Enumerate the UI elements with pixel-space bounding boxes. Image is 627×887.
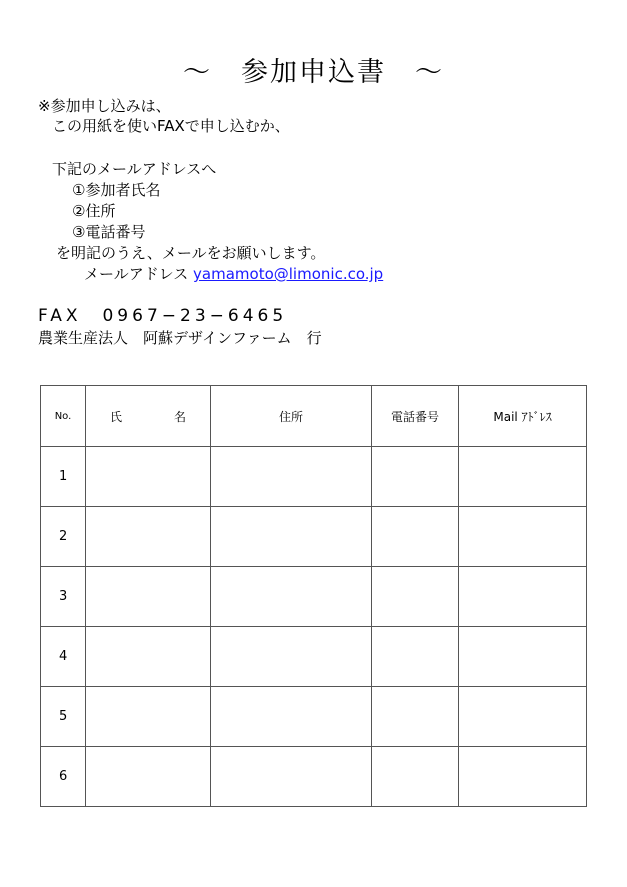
- email-row: [84, 265, 383, 284]
- name-cell[interactable]: [86, 687, 211, 747]
- row-number: 6: [41, 747, 86, 807]
- address-cell[interactable]: [211, 627, 372, 687]
- table-row: [41, 627, 587, 687]
- row-number: 2: [41, 507, 86, 567]
- header-name-a: 氏: [110, 409, 123, 424]
- address-cell[interactable]: [211, 507, 372, 567]
- mail-cell[interactable]: [459, 447, 587, 507]
- phone-cell[interactable]: [372, 747, 459, 807]
- note-line-1: ※参加申し込みは、: [38, 97, 171, 115]
- phone-cell[interactable]: [372, 567, 459, 627]
- phone-cell[interactable]: [372, 447, 459, 507]
- table-header-row: [41, 386, 587, 447]
- row-number: 3: [41, 567, 86, 627]
- address-cell[interactable]: [211, 567, 372, 627]
- phone-cell[interactable]: [372, 627, 459, 687]
- name-cell[interactable]: [86, 507, 211, 567]
- row-number: 5: [41, 687, 86, 747]
- header-name: [86, 386, 211, 447]
- row-number: 1: [41, 447, 86, 507]
- list-item-address: ②住所: [72, 202, 116, 220]
- name-cell[interactable]: [86, 567, 211, 627]
- application-table: [40, 385, 587, 807]
- mail-cell[interactable]: [459, 627, 587, 687]
- header-mail: Mail ｱﾄﾞﾚｽ: [459, 386, 587, 447]
- name-cell[interactable]: [86, 447, 211, 507]
- fax-number: FAX 0967−23−6465: [38, 306, 288, 326]
- name-cell[interactable]: [86, 747, 211, 807]
- email-label: メールアドレス: [84, 265, 189, 283]
- mail-cell[interactable]: [459, 507, 587, 567]
- note-line-4: を明記のうえ、メールをお願いします。: [56, 244, 326, 262]
- header-name-b: 名: [173, 409, 186, 424]
- table-row: [41, 687, 587, 747]
- page-title: ～ 参加申込書 ～: [183, 57, 444, 88]
- address-cell[interactable]: [211, 747, 372, 807]
- table-row: [41, 447, 587, 507]
- table-row: [41, 507, 587, 567]
- list-item-name: ①参加者氏名: [72, 181, 161, 199]
- table-row: [41, 567, 587, 627]
- mail-cell[interactable]: [459, 687, 587, 747]
- phone-cell[interactable]: [372, 687, 459, 747]
- mail-cell[interactable]: [459, 747, 587, 807]
- header-no: No.: [41, 386, 86, 447]
- address-cell[interactable]: [211, 447, 372, 507]
- list-item-phone: ③電話番号: [72, 223, 146, 241]
- note-line-2: この用紙を使いFAXで申し込むか、: [52, 117, 290, 135]
- row-number: 4: [41, 627, 86, 687]
- header-phone: 電話番号: [372, 386, 459, 447]
- phone-cell[interactable]: [372, 507, 459, 567]
- email-link[interactable]: yamamoto@limonic.co.jp: [193, 265, 384, 283]
- mail-cell[interactable]: [459, 567, 587, 627]
- header-address: 住所: [211, 386, 372, 447]
- table-row: [41, 747, 587, 807]
- note-line-3: 下記のメールアドレスへ: [52, 160, 217, 178]
- name-cell[interactable]: [86, 627, 211, 687]
- recipient: 農業生産法人 阿蘇デザインファーム 行: [38, 329, 322, 347]
- address-cell[interactable]: [211, 687, 372, 747]
